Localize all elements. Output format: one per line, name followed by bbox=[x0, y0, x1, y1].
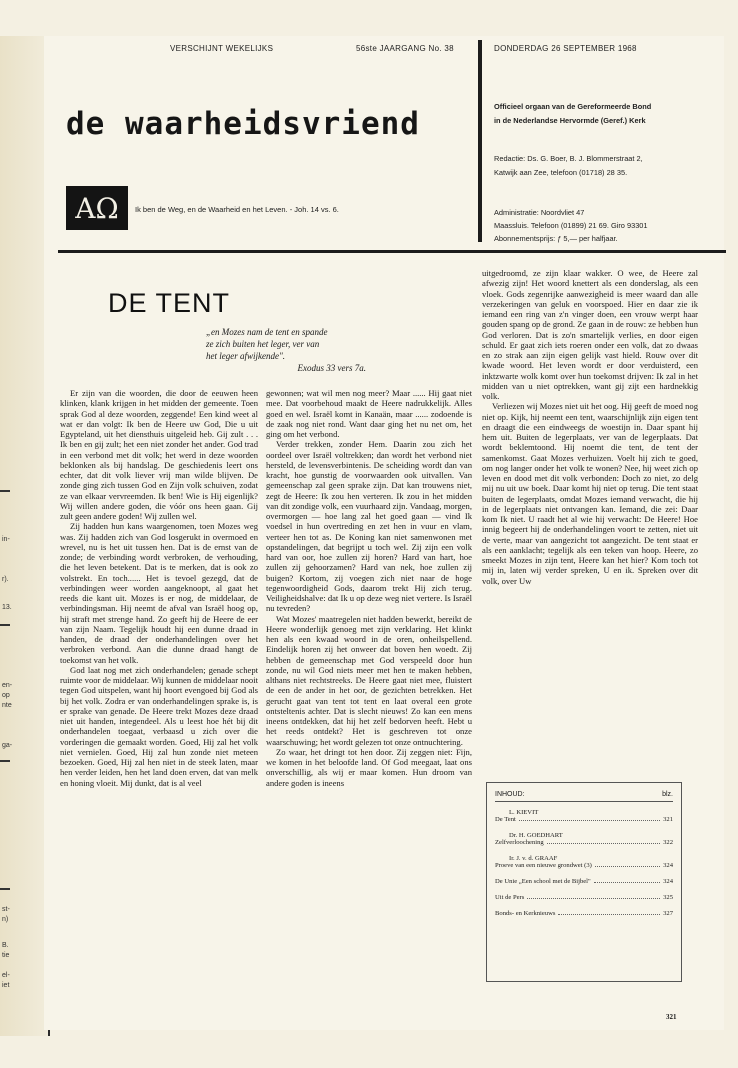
spine-rule bbox=[0, 760, 10, 762]
motto: Ik ben de Weg, en de Waarheid en het Leven. - Joh. 14 vs. 6. bbox=[135, 205, 339, 214]
epigraph-line: ze zich buiten het leger, ver van bbox=[206, 339, 320, 349]
spine-rule bbox=[0, 888, 10, 890]
article-title: DE TENT bbox=[108, 288, 231, 318]
toc-page: 325 bbox=[663, 894, 673, 901]
paragraph: God laat nog met zich onderhandelen; genade schept ruimte voor de middelaar. Wij kunnen de middelaar nooit tegen God uitspelen, want hij hoort evengoed bij God als bij het volk. Zodra er van onderhandelingen sprake is, is er sprake van genade. De Heere trekt Mozes deze draad niet uit handen, integendeel. Als u leest hoe hét bij dit onderhandelen toegaat, verbaasd u zich over die vorderingen die gemaakt worden. Goed, Hij zal het volk niet vernielen. Goed, Hij zal hun zonde niet meteen bezoeken. Goed, Hij zal hen niet in de steek laten, maar hen verder leiden, hen het land doen erven, dat van melk en honing vloeit. Mij dunkt, dat is al veel bbox=[60, 664, 258, 788]
volume-label: 56ste JAARGANG No. 38 bbox=[356, 44, 454, 53]
paragraph: uitgedroomd, ze zijn klaar wakker. O wee, de Heere zal afwezig zijn! Het woord knettert als een donderslag, als een vloek. Gods zegenrijke aanwezigheid is meer waard dan alle verzekeringen van geluk en voorspoed. Hier en daar zie ik iemand een ring van z'n vinger doen, een vrouw werpt haar gouden spang op de grond. Ze gaan in de rouw: ze hebben hun God verloren. Dat is zo'n smartelijk verlies, en door eigen schuld. Er gaat zich iets roeren onder een volk, dat zo dwaas en zo strak aan zijn eigen gelijk vast hield. Rouw over dit kwade woord. Het leven wordt er door verduisterd, een inktzwarte wolk komt over hun toekomst drijven: Ik zal in het midden van u niet optrekken, want gij zijt een hardnekkig volk. bbox=[482, 268, 698, 401]
table-of-contents bbox=[486, 782, 682, 982]
spine-label: op bbox=[2, 692, 10, 699]
toc-heading: INHOUD: bbox=[495, 791, 525, 798]
binding-spine bbox=[0, 36, 50, 1036]
header-divider-vertical bbox=[478, 40, 482, 242]
weekly-label: VERSCHIJNT WEKELIJKS bbox=[170, 44, 274, 53]
spine-label: ga- bbox=[2, 742, 13, 749]
organ-line-1: Officieel orgaan van de Gereformeerde Bond bbox=[494, 102, 652, 111]
organ-line-2: in de Nederlandse Hervormde (Geref.) Kerk bbox=[494, 116, 646, 125]
toc-page: 324 bbox=[663, 862, 673, 869]
toc-title: De Tent bbox=[495, 816, 516, 823]
toc-item[interactable] bbox=[495, 910, 673, 917]
spine-rule bbox=[0, 624, 10, 626]
spine-label: tie bbox=[2, 952, 10, 959]
masthead-title: de waarheidsvriend bbox=[66, 106, 420, 142]
toc-title: Bonds- en Kerknieuws bbox=[495, 910, 556, 917]
admin-line-1: Administratie: Noordvliet 47 bbox=[494, 208, 585, 217]
toc-title: Proeve van een nieuwe grondwet (3) bbox=[495, 862, 592, 869]
epigraph-line: „en Mozes nam de tent en spande bbox=[206, 327, 328, 337]
spine-label: iet bbox=[2, 982, 10, 989]
toc-item[interactable] bbox=[495, 832, 673, 846]
toc-item[interactable] bbox=[495, 878, 673, 885]
toc-page: 322 bbox=[663, 839, 673, 846]
toc-title: Uit de Pers bbox=[495, 894, 525, 901]
paragraph: Verder trekken, zonder Hem. Daarin zou zich het oordeel over Israël voltrekken; dan wordt het verbond niet hersteld, de levensverbintenis. De scheiding wordt dan van kracht, hoe gunstig de voorwaarden ook uitvallen. Van gemeenschap zal geen sprake zijn. Dat kan trouwens niet, zegt de Heere: Ik zou hen verteren. Ik zou in het midden van dit zondige volk, een vuurhaard zijn. Vandaag, morgen, overmorgen — hoe lang zal het goed gaan — vind Ik voedsel in hun overtreding en zet hen in vuur en vlam, verteer hen tot as. De Koning kan niet samenwonen met opstandelingen, dat begrijpt u toch wel. Zij zijn een volk hard van oor, hoe zullen zij horen? Hard van hart, hoe zullen zij gehoorzamen? Hard van nek, hoe zullen zij buigen? Kortom, zij voegen zich niet naar de hoge tegenwoordigheid Gods, daarom trekt Hij zich terug. Veiligheidshalve: dat Ik u op deze weg niet vertere. Is Israël nu tevreden? bbox=[266, 439, 472, 614]
redactie-line-2: Katwijk aan Zee, telefoon (01718) 28 35. bbox=[494, 168, 628, 177]
epigraph-reference: Exodus 33 vers 7a. bbox=[297, 363, 366, 373]
spine-rule bbox=[0, 490, 10, 492]
toc-page: 327 bbox=[663, 910, 673, 917]
paragraph: Zij hadden hun kans waargenomen, toen Mozes weg was. Zij hadden zich van God losgerukt in overmoed en wrevel, nu is het uit tussen hen. Dat is de ernst van de zonde; de verbinding wordt verbroken, de verhouding, die het leven betekent. Dat is te merken, dat is ook zo volstrekt. En toch...... Het is tevoel gezegd, dat de verbindingen weer worden aangeknoopt, al gaat het reeds die kant uit. Mozes is er nog, de middelaar, de verbindingsman. Hij neemt de afval van Israël hoog op, hij straft met strenge hand. Zo geeft hij de Heere de eer van zijn Naam. Tegelijk houdt hij een dunne draad in handen, de draad der onderhandelingen over het verbroken verbond. Aan die dunne draad hangt de toekomst van het volk. bbox=[60, 521, 258, 665]
epigraph bbox=[206, 326, 366, 374]
toc-item[interactable] bbox=[495, 894, 673, 901]
spine-label: n) bbox=[2, 916, 9, 923]
article-column-2 bbox=[266, 388, 472, 1006]
redactie-line-1: Redactie: Ds. G. Boer, B. J. Blommerstraat 2, bbox=[494, 154, 643, 163]
spine-label: 13. bbox=[2, 604, 12, 611]
paragraph: Verliezen wij Mozes niet uit het oog. Hij geeft de moed nog niet op. Kijk, hij neemt een tent, waarschijnlijk zijn eigen tent en draagt die een eindweegs de woestijn in. Daar spant hij hem uit. Buiten de legerplaats, ver van de legerplaats. Dat wordt beklemtoond. Hij noemt die tent, de tent der samenkomst. Gaat Mozes verhuizen. Voelt hij zich te goed, om nog langer onder het volk te wonen? Nee, hij weet zich op leven en dood met dit volk verbonden: Doch zo niet, zo delg mij nu uit uw boek. Daar komt hij niet op terug. Die tent staat buiten de legerplaats, omdat Mozes iemand verwacht, die hij in de legerplaats niet ontvangen kan. Iemand, die zei: Daar kom Ik niet. U raadt het al wie hij verwacht: De Heere! Hoe innig begeert hij de onderhandelingen voort te zetten, niet uit de verte, maar van aangezicht tot aangezicht. De tent staat er als een aanklacht; tegelijk als een teken van hoop. Heere, zo smeekt Mozes in zijn tent, Heere kan het hier? Kom toch tot mij in, laten wij verder spreken, U en ik. Spreken over dit volk, over Uw bbox=[482, 401, 698, 586]
page-number: 321 bbox=[666, 1013, 677, 1021]
spine-label: el- bbox=[2, 972, 10, 979]
spine-label: B. bbox=[2, 942, 9, 949]
toc-page-column: blz. bbox=[662, 791, 673, 798]
date-label: DONDERDAG 26 SEPTEMBER 1968 bbox=[494, 44, 637, 53]
admin-line-2: Maassluis. Telefoon (01899) 21 69. Giro 93301 bbox=[494, 221, 648, 230]
spine-label: in- bbox=[2, 536, 10, 543]
toc-item[interactable] bbox=[495, 855, 673, 869]
article-column-3 bbox=[482, 268, 698, 742]
toc-title: Zelfverloochening bbox=[495, 839, 544, 846]
spine-label: nte bbox=[2, 702, 12, 709]
toc-page: 324 bbox=[663, 878, 673, 885]
toc-page: 321 bbox=[663, 816, 673, 823]
toc-item[interactable] bbox=[495, 809, 673, 823]
admin-line-3: Abonnementsprijs: ƒ 5,— per halfjaar. bbox=[494, 234, 618, 243]
paragraph: Er zijn van die woorden, die door de eeuwen heen klinken, klank krijgen in het midden der gemeente. Toen sprak God al deze woorden, zeggende! Een kind weet al wat er dan volgt: Ik ben de Heere uw God, Die u uit Egypteland, uit het diensthuis uitgeleid heb. Gij zult . . . Ik ben en gij zult; het een niet zonder het ander. God trad in een verbond met dit volk; het werd in deze woorden beklonken als bij handslag. De geschiedenis leert ons echter, dat dit volk liever vrij man wilde blijven. De zonde ging zich tussen God en Zijn volk schuiven, zodat ze van elkaar vervreemden. Ik ben! Wie is Hij eigenlijk? Wij willen andere goden, die vóór ons heen gaan. Gij zult geen andere goden! Wij zullen wel. bbox=[60, 388, 258, 521]
spine-label: st- bbox=[2, 906, 10, 913]
spine-label: r). bbox=[2, 576, 9, 583]
toc-header bbox=[495, 791, 673, 802]
alpha-omega-logo: ΑΩ bbox=[66, 186, 128, 230]
spine-label: en- bbox=[2, 682, 13, 689]
article-column-1 bbox=[60, 388, 258, 1010]
toc-author: L. KIEVIT bbox=[509, 809, 539, 816]
paragraph: gewonnen; wat wil men nog meer? Maar ...... Hij gaat niet mee. Dat voorbehoud maakt de Heere nadrukkelijk. Alles goed en wel. Israël komt in Kanaän, maar ...... zodoende is de zaak nog niet rond. Want daar ging het nu net om, het ging om het verbond. bbox=[266, 388, 472, 439]
toc-title: De Unie „Een school met de Bijbel" bbox=[495, 878, 591, 885]
toc-author: Dr. H. GOEDHART bbox=[509, 832, 563, 839]
header-divider-horizontal bbox=[58, 250, 726, 253]
toc-author: Ir. J. v. d. GRAAF bbox=[509, 855, 558, 862]
paragraph: Wat Mozes' maatregelen niet hadden bewerkt, bereikt de Heere wonderlijk genoeg met zijn verklaring. Het klinkt hen als een kwaad woord in de oren, onheilspellend. Eindelijk horen zij het onweer dat boven hen woedt. Zij hebben de gemeenschap met God verspeeld door hun zonde, nu wil God niets meer met hen te maken hebben, althans niet rechtstreeks. De Heere gaat niet mee, fluistert de een de ander in het oor, de gezichten betrekken. Het gerucht gaat van tent tot tent en laat overal een grote ontsteltenis achter. Dat is slecht nieuws! Zo kan een mens ineens ontdekken, dat hij het zelf bedorven heeft. Hebt u het reeds ontdekt? Het is geschreven tot onze waarschuwing; het wordt gelezen tot onze ontnuchtering. bbox=[266, 613, 472, 747]
paragraph: Zo waar, het dringt tot hen door. Zij zeggen niet: Fijn, we komen in het beloofde land. Of God meegaat, laat ons onverschillig, als wij er maar komen. Hun droom van andere goden is ineens bbox=[266, 746, 472, 788]
epigraph-line: het leger afwijkende". bbox=[206, 351, 286, 361]
